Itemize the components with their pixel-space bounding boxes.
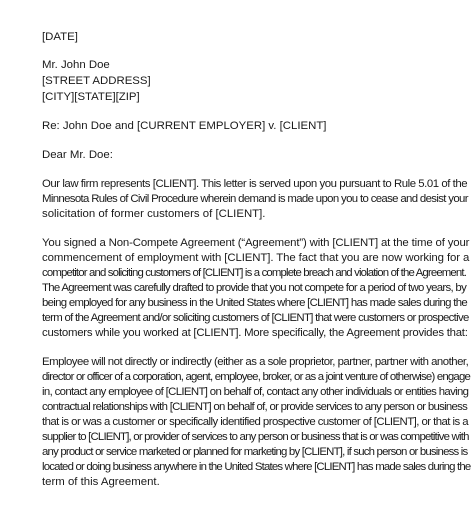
paragraph2-line: customers while you worked at [CLIENT]. More specifically, the Agreement provides that: xyxy=(42,327,468,339)
recipient-city-state-zip: [CITY][STATE][ZIP] xyxy=(42,91,140,103)
recipient-street: [STREET ADDRESS] xyxy=(42,75,151,87)
recipient-name: Mr. John Doe xyxy=(42,59,110,71)
paragraph2-line: term of the Agreement and/or soliciting customers of [CLIENT] that were customers or prospective xyxy=(42,312,469,324)
salutation: Dear Mr. Doe: xyxy=(42,149,113,161)
paragraph3-line: in, contact any employee of [CLIENT] on behalf of, contact any other individuals or entities having xyxy=(42,386,469,398)
paragraph2-line: being employed for any business in the United States where [CLIENT] has made sales during the xyxy=(42,297,467,309)
paragraph3-line: Employee will not directly or indirectly (either as a sole proprietor, partner, partner with another, xyxy=(42,356,469,368)
paragraph2-line: commencement of employment with [CLIENT]. The fact that you are now working for a xyxy=(42,252,470,264)
paragraph3-line: contractual relationships with [CLIENT] on behalf of, or provide services to any person or business xyxy=(42,401,468,413)
paragraph2-line: competitor and soliciting customers of [CLIENT] is a complete breach and violation of the Agreement. xyxy=(42,267,467,279)
paragraph3-line: term of this Agreement. xyxy=(42,476,160,488)
paragraph3-line: director or officer of a corporation, agent, employee, broker, or as a joint venture of otherwise) engage xyxy=(42,371,471,383)
paragraph1-line: Minnesota Rules of Civil Procedure wherein demand is made upon you to cease and desist your xyxy=(42,193,468,205)
paragraph1-line: solicitation of former customers of [CLIENT]. xyxy=(42,208,266,220)
paragraph3-line: supplier to [CLIENT], or provider of services to any person or business that is or was competitive with xyxy=(42,431,469,443)
re-line: Re: John Doe and [CURRENT EMPLOYER] v. [CLIENT] xyxy=(42,120,327,132)
paragraph3-line: any product or service marketed or planned for marketing by [CLIENT], if such person or business is xyxy=(42,446,468,458)
paragraph1-line: Our law firm represents [CLIENT]. This letter is served upon you pursuant to Rule 5.01 of the xyxy=(42,178,468,190)
paragraph2-line: You signed a Non-Compete Agreement (“Agreement”) with [CLIENT] at the time of your xyxy=(42,237,470,249)
date-line: [DATE] xyxy=(42,31,78,43)
paragraph3-line: located or doing business anywhere in the United States where [CLIENT] has made sales during the xyxy=(42,461,471,473)
paragraph2-line: The Agreement was carefully drafted to provide that you not compete for a period of two years, by xyxy=(42,282,467,294)
paragraph3-line: that is or was a customer or specifically identified prospective customer of [CLIENT], or that is a xyxy=(42,416,469,428)
